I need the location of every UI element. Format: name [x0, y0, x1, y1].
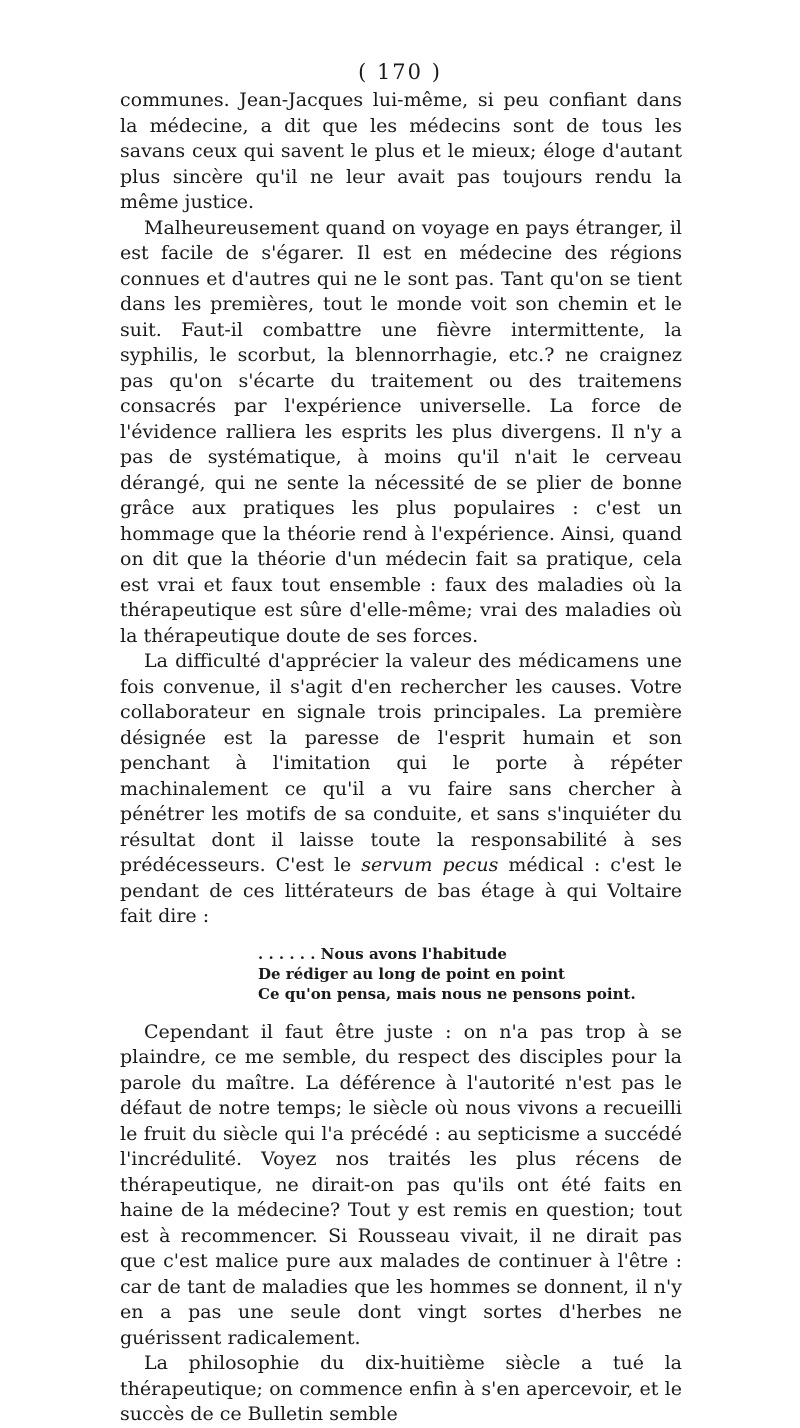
- verse-line-3: Ce qu'on pensa, mais nous ne pensons point.: [258, 984, 636, 1003]
- paragraph-1: communes. Jean-Jacques lui-même, si peu confiant dans la médecine, a dit que les médecins sont de tous les savans ceux qui savent le plus et le mieux; éloge d'autant plus sincère qu'il ne leur avait pas toujours rendu la même justice.: [120, 89, 682, 213]
- page-number: ( 170 ): [358, 60, 442, 84]
- paragraph-3-text-after: médical : c'est le pendant de ces littérateurs de bas étage à qui Voltaire fait dire :: [120, 854, 683, 927]
- verse-quotation: [258, 944, 682, 1004]
- verse-line-1: . . . . . . Nous avons l'habitude: [258, 944, 507, 963]
- paragraph-3-text-before: La difficulté d'apprécier la valeur des médicamens une fois convenue, il s'agit d'en rechercher les causes. Votre collaborateur en signale trois principales. La première désignée est la paresse de l'esprit humain et son penchant à l'imitation qui le porte à répéter machinalement ce qu'il a vu faire sans chercher à pénétrer les motifs de sa conduite, et sans s'inquiéter du résultat dont il laisse toute la responsabilité à ses prédécesseurs. C'est le: [120, 650, 682, 876]
- body-text: [120, 88, 682, 1428]
- paragraph-5: La philosophie du dix-huitième siècle a tué la thérapeutique; on commence enfin à s'en apercevoir, et le succès de ce Bulletin semble: [120, 1352, 682, 1425]
- verse-line-2: De rédiger au long de point en point: [258, 964, 565, 983]
- paragraph-4: Cependant il faut être juste : on n'a pas trop à se plaindre, ce me semble, du respect des disciples pour la parole du maître. La déférence à l'autorité n'est pas le défaut de notre temps; le siècle où nous vivons a recueilli le fruit du siècle qui l'a précédé : au septicisme a succédé l'incrédulité. Voyez nos traités les plus récens de thérapeutique, ne dirait-on pas qu'ils ont été faits en haine de la médecine? Tout y est remis en question; tout est à recommencer. Si Rousseau vivait, il ne dirait pas que c'est malice pure aux malades de continuer à l'être : car de tant de maladies que les hommes se donnent, il n'y en a pas une seule dont vingt sortes d'herbes ne guérissent radicalement.: [120, 1020, 682, 1349]
- latin-phrase: servum pecus: [361, 854, 499, 876]
- paragraph-3: [120, 649, 682, 930]
- paragraph-2: Malheureusement quand on voyage en pays étranger, il est facile de s'égarer. Il est en médecine des régions connues et d'autres qui ne le sont pas. Tant qu'on se tient dans les premières, tout le monde voit son chemin et le suit. Faut-il combattre une fièvre intermittente, la syphilis, le scorbut, la blennorrhagie, etc.? ne craignez pas qu'on s'écarte du traitement ou des traitemens consacrés par l'expérience universelle. La force de l'évidence ralliera les esprits les plus divergens. Il n'y a pas de systématique, à moins qu'il n'ait le cerveau dérangé, qui ne sente la nécessité de se plier de bonne grâce aux pratiques les plus populaires : c'est un hommage que la théorie rend à l'expérience. Ainsi, quand on dit que la théorie d'un médecin fait sa pratique, cela est vrai et faux tout ensemble : faux des maladies où la thérapeutique est sûre d'elle-même; vrai des maladies où la thérapeutique doute de ses forces.: [120, 216, 682, 647]
